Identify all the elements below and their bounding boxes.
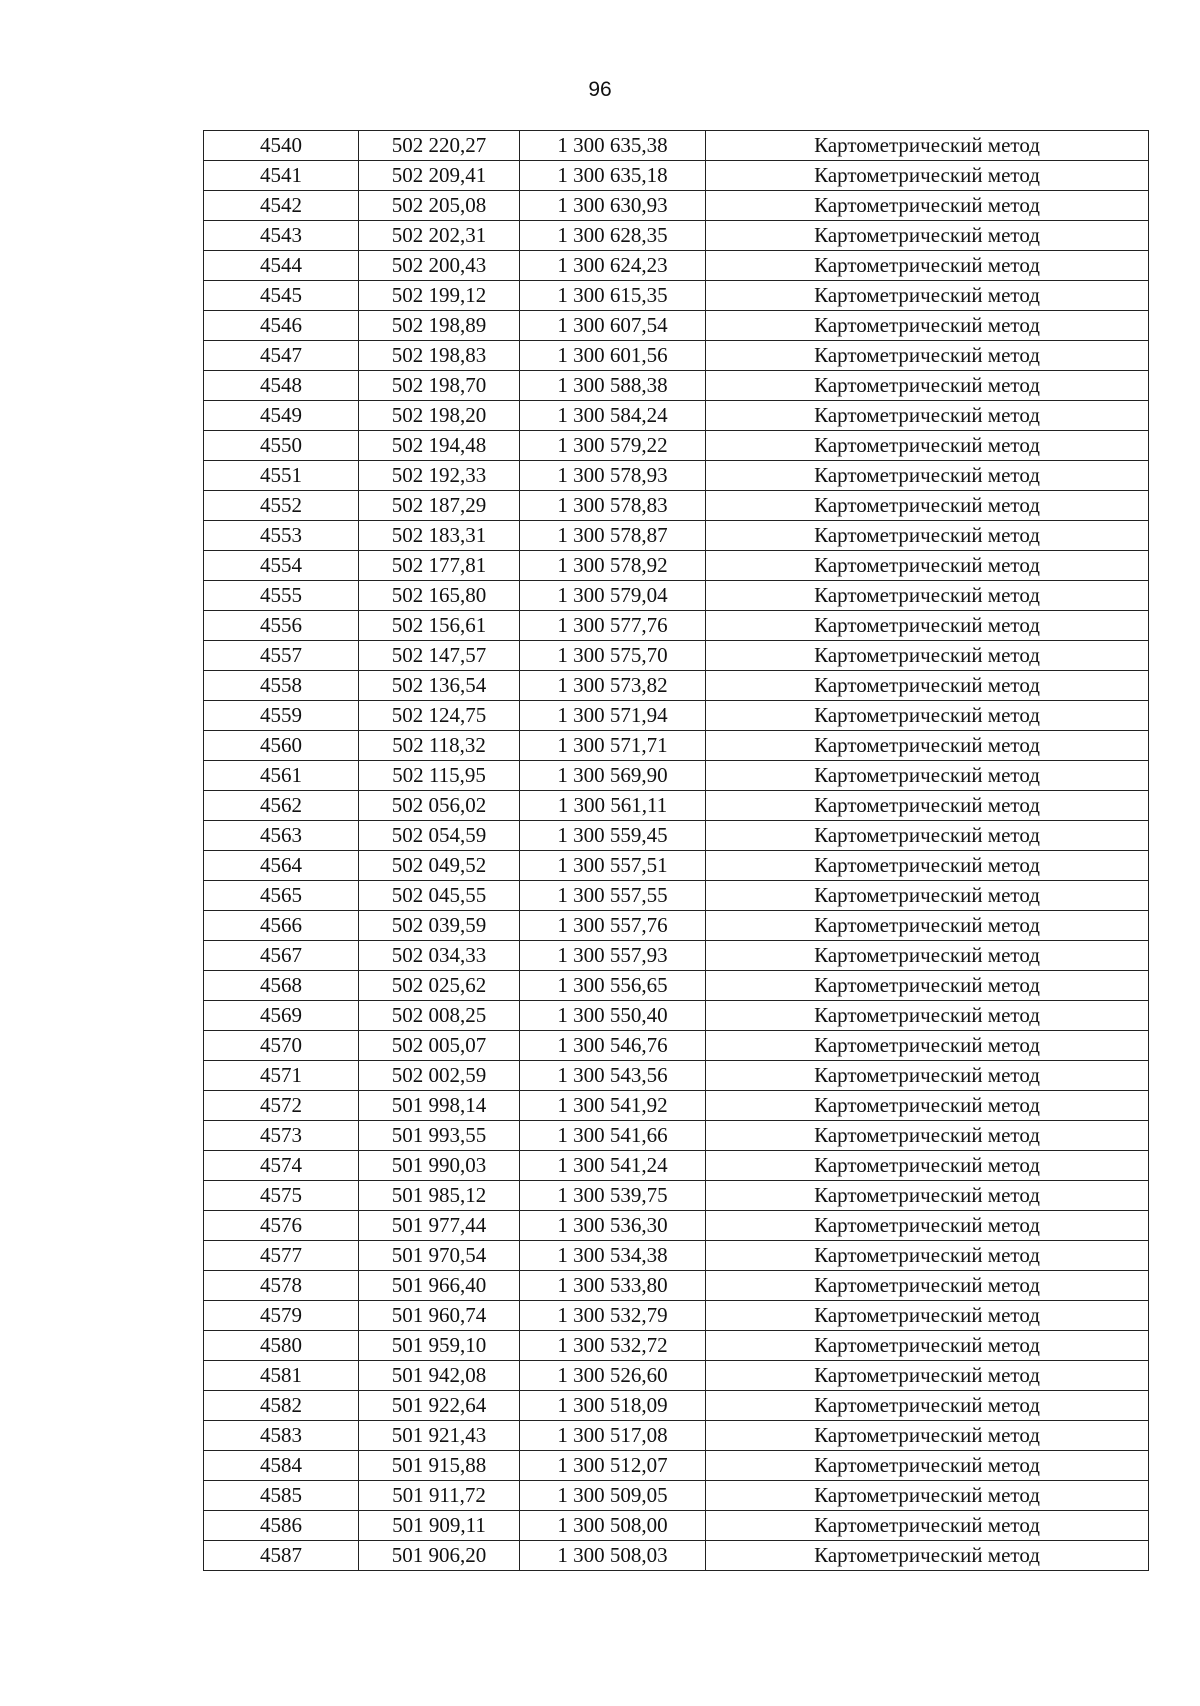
x-coordinate-cell: 501 959,10 <box>359 1331 520 1361</box>
x-coordinate-cell: 502 008,25 <box>359 1001 520 1031</box>
y-coordinate-cell: 1 300 532,72 <box>520 1331 706 1361</box>
point-number-cell: 4545 <box>204 281 359 311</box>
table-row <box>204 971 1149 1001</box>
x-coordinate-cell: 502 194,48 <box>359 431 520 461</box>
method-cell: Картометрический метод <box>706 941 1149 971</box>
point-number-cell: 4558 <box>204 671 359 701</box>
y-coordinate-cell: 1 300 624,23 <box>520 251 706 281</box>
y-coordinate-cell: 1 300 541,66 <box>520 1121 706 1151</box>
point-number-cell: 4541 <box>204 161 359 191</box>
point-number-cell: 4584 <box>204 1451 359 1481</box>
x-coordinate-cell: 501 915,88 <box>359 1451 520 1481</box>
method-cell: Картометрический метод <box>706 521 1149 551</box>
x-coordinate-cell: 502 115,95 <box>359 761 520 791</box>
table-row <box>204 911 1149 941</box>
method-cell: Картометрический метод <box>706 581 1149 611</box>
x-coordinate-cell: 502 165,80 <box>359 581 520 611</box>
point-number-cell: 4553 <box>204 521 359 551</box>
table-body <box>204 131 1149 1571</box>
table-row <box>204 1181 1149 1211</box>
y-coordinate-cell: 1 300 601,56 <box>520 341 706 371</box>
y-coordinate-cell: 1 300 569,90 <box>520 761 706 791</box>
x-coordinate-cell: 501 960,74 <box>359 1301 520 1331</box>
method-cell: Картометрический метод <box>706 611 1149 641</box>
x-coordinate-cell: 502 002,59 <box>359 1061 520 1091</box>
x-coordinate-cell: 502 177,81 <box>359 551 520 581</box>
y-coordinate-cell: 1 300 578,92 <box>520 551 706 581</box>
method-cell: Картометрический метод <box>706 1061 1149 1091</box>
method-cell: Картометрический метод <box>706 431 1149 461</box>
table-row <box>204 161 1149 191</box>
x-coordinate-cell: 502 156,61 <box>359 611 520 641</box>
table-row <box>204 671 1149 701</box>
method-cell: Картометрический метод <box>706 281 1149 311</box>
point-number-cell: 4579 <box>204 1301 359 1331</box>
x-coordinate-cell: 501 909,11 <box>359 1511 520 1541</box>
y-coordinate-cell: 1 300 630,93 <box>520 191 706 221</box>
method-cell: Картометрический метод <box>706 551 1149 581</box>
table-row <box>204 221 1149 251</box>
x-coordinate-cell: 501 970,54 <box>359 1241 520 1271</box>
y-coordinate-cell: 1 300 533,80 <box>520 1271 706 1301</box>
method-cell: Картометрический метод <box>706 311 1149 341</box>
method-cell: Картометрический метод <box>706 1301 1149 1331</box>
point-number-cell: 4570 <box>204 1031 359 1061</box>
x-coordinate-cell: 502 198,89 <box>359 311 520 341</box>
y-coordinate-cell: 1 300 509,05 <box>520 1481 706 1511</box>
method-cell: Картометрический метод <box>706 911 1149 941</box>
y-coordinate-cell: 1 300 584,24 <box>520 401 706 431</box>
x-coordinate-cell: 501 966,40 <box>359 1271 520 1301</box>
y-coordinate-cell: 1 300 575,70 <box>520 641 706 671</box>
method-cell: Картометрический метод <box>706 1481 1149 1511</box>
x-coordinate-cell: 502 118,32 <box>359 731 520 761</box>
point-number-cell: 4565 <box>204 881 359 911</box>
method-cell: Картометрический метод <box>706 1091 1149 1121</box>
point-number-cell: 4581 <box>204 1361 359 1391</box>
table-row <box>204 1541 1149 1571</box>
point-number-cell: 4576 <box>204 1211 359 1241</box>
table-row <box>204 1301 1149 1331</box>
method-cell: Картометрический метод <box>706 1391 1149 1421</box>
x-coordinate-cell: 502 202,31 <box>359 221 520 251</box>
y-coordinate-cell: 1 300 557,76 <box>520 911 706 941</box>
point-number-cell: 4574 <box>204 1151 359 1181</box>
table-row <box>204 191 1149 221</box>
y-coordinate-cell: 1 300 559,45 <box>520 821 706 851</box>
method-cell: Картометрический метод <box>706 1211 1149 1241</box>
y-coordinate-cell: 1 300 518,09 <box>520 1391 706 1421</box>
y-coordinate-cell: 1 300 628,35 <box>520 221 706 251</box>
table-row <box>204 1151 1149 1181</box>
y-coordinate-cell: 1 300 579,22 <box>520 431 706 461</box>
table-row <box>204 821 1149 851</box>
x-coordinate-cell: 502 198,70 <box>359 371 520 401</box>
x-coordinate-cell: 502 198,83 <box>359 341 520 371</box>
y-coordinate-cell: 1 300 607,54 <box>520 311 706 341</box>
method-cell: Картометрический метод <box>706 881 1149 911</box>
y-coordinate-cell: 1 300 635,18 <box>520 161 706 191</box>
y-coordinate-cell: 1 300 539,75 <box>520 1181 706 1211</box>
point-number-cell: 4569 <box>204 1001 359 1031</box>
table-row <box>204 1241 1149 1271</box>
table-row <box>204 551 1149 581</box>
y-coordinate-cell: 1 300 536,30 <box>520 1211 706 1241</box>
y-coordinate-cell: 1 300 508,00 <box>520 1511 706 1541</box>
method-cell: Картометрический метод <box>706 1421 1149 1451</box>
method-cell: Картометрический метод <box>706 191 1149 221</box>
method-cell: Картометрический метод <box>706 221 1149 251</box>
table-row <box>204 1121 1149 1151</box>
x-coordinate-cell: 502 187,29 <box>359 491 520 521</box>
table-row <box>204 581 1149 611</box>
x-coordinate-cell: 502 005,07 <box>359 1031 520 1061</box>
y-coordinate-cell: 1 300 557,51 <box>520 851 706 881</box>
method-cell: Картометрический метод <box>706 1241 1149 1271</box>
point-number-cell: 4550 <box>204 431 359 461</box>
point-number-cell: 4546 <box>204 311 359 341</box>
table-row <box>204 461 1149 491</box>
table-row <box>204 1361 1149 1391</box>
coordinates-table <box>203 130 1149 1571</box>
y-coordinate-cell: 1 300 557,55 <box>520 881 706 911</box>
page-number: 96 <box>588 78 612 101</box>
point-number-cell: 4575 <box>204 1181 359 1211</box>
table-row <box>204 1211 1149 1241</box>
y-coordinate-cell: 1 300 579,04 <box>520 581 706 611</box>
table-row <box>204 1091 1149 1121</box>
table-row <box>204 491 1149 521</box>
y-coordinate-cell: 1 300 546,76 <box>520 1031 706 1061</box>
x-coordinate-cell: 502 192,33 <box>359 461 520 491</box>
y-coordinate-cell: 1 300 550,40 <box>520 1001 706 1031</box>
y-coordinate-cell: 1 300 532,79 <box>520 1301 706 1331</box>
table-row <box>204 881 1149 911</box>
x-coordinate-cell: 501 911,72 <box>359 1481 520 1511</box>
method-cell: Картометрический метод <box>706 1001 1149 1031</box>
table-row <box>204 701 1149 731</box>
point-number-cell: 4559 <box>204 701 359 731</box>
y-coordinate-cell: 1 300 541,92 <box>520 1091 706 1121</box>
method-cell: Картометрический метод <box>706 131 1149 161</box>
y-coordinate-cell: 1 300 556,65 <box>520 971 706 1001</box>
point-number-cell: 4552 <box>204 491 359 521</box>
x-coordinate-cell: 501 906,20 <box>359 1541 520 1571</box>
x-coordinate-cell: 502 136,54 <box>359 671 520 701</box>
method-cell: Картометрический метод <box>706 851 1149 881</box>
point-number-cell: 4561 <box>204 761 359 791</box>
x-coordinate-cell: 501 998,14 <box>359 1091 520 1121</box>
x-coordinate-cell: 501 922,64 <box>359 1391 520 1421</box>
method-cell: Картометрический метод <box>706 1541 1149 1571</box>
table-row <box>204 791 1149 821</box>
y-coordinate-cell: 1 300 588,38 <box>520 371 706 401</box>
point-number-cell: 4540 <box>204 131 359 161</box>
point-number-cell: 4566 <box>204 911 359 941</box>
x-coordinate-cell: 502 220,27 <box>359 131 520 161</box>
point-number-cell: 4557 <box>204 641 359 671</box>
table-row <box>204 371 1149 401</box>
method-cell: Картометрический метод <box>706 1511 1149 1541</box>
method-cell: Картометрический метод <box>706 491 1149 521</box>
point-number-cell: 4563 <box>204 821 359 851</box>
method-cell: Картометрический метод <box>706 1271 1149 1301</box>
point-number-cell: 4555 <box>204 581 359 611</box>
x-coordinate-cell: 502 034,33 <box>359 941 520 971</box>
x-coordinate-cell: 501 977,44 <box>359 1211 520 1241</box>
method-cell: Картометрический метод <box>706 251 1149 281</box>
table-row <box>204 851 1149 881</box>
method-cell: Картометрический метод <box>706 1331 1149 1361</box>
x-coordinate-cell: 502 039,59 <box>359 911 520 941</box>
point-number-cell: 4564 <box>204 851 359 881</box>
y-coordinate-cell: 1 300 526,60 <box>520 1361 706 1391</box>
table-row <box>204 1331 1149 1361</box>
y-coordinate-cell: 1 300 578,87 <box>520 521 706 551</box>
x-coordinate-cell: 502 049,52 <box>359 851 520 881</box>
table-row <box>204 941 1149 971</box>
table-row <box>204 1481 1149 1511</box>
method-cell: Картометрический метод <box>706 1361 1149 1391</box>
x-coordinate-cell: 502 124,75 <box>359 701 520 731</box>
x-coordinate-cell: 501 990,03 <box>359 1151 520 1181</box>
table-row <box>204 401 1149 431</box>
y-coordinate-cell: 1 300 557,93 <box>520 941 706 971</box>
table-row <box>204 431 1149 461</box>
y-coordinate-cell: 1 300 571,71 <box>520 731 706 761</box>
point-number-cell: 4583 <box>204 1421 359 1451</box>
x-coordinate-cell: 502 200,43 <box>359 251 520 281</box>
method-cell: Картометрический метод <box>706 161 1149 191</box>
table-row <box>204 611 1149 641</box>
x-coordinate-cell: 501 985,12 <box>359 1181 520 1211</box>
point-number-cell: 4547 <box>204 341 359 371</box>
method-cell: Картометрический метод <box>706 791 1149 821</box>
table-row <box>204 1511 1149 1541</box>
x-coordinate-cell: 501 942,08 <box>359 1361 520 1391</box>
table-row <box>204 251 1149 281</box>
point-number-cell: 4562 <box>204 791 359 821</box>
method-cell: Картометрический метод <box>706 761 1149 791</box>
point-number-cell: 4549 <box>204 401 359 431</box>
y-coordinate-cell: 1 300 561,11 <box>520 791 706 821</box>
method-cell: Картометрический метод <box>706 1181 1149 1211</box>
table-row <box>204 281 1149 311</box>
point-number-cell: 4572 <box>204 1091 359 1121</box>
point-number-cell: 4573 <box>204 1121 359 1151</box>
method-cell: Картометрический метод <box>706 971 1149 1001</box>
table-row <box>204 341 1149 371</box>
point-number-cell: 4568 <box>204 971 359 1001</box>
table-row <box>204 641 1149 671</box>
point-number-cell: 4571 <box>204 1061 359 1091</box>
table-row <box>204 1421 1149 1451</box>
point-number-cell: 4587 <box>204 1541 359 1571</box>
table-row <box>204 1391 1149 1421</box>
x-coordinate-cell: 501 993,55 <box>359 1121 520 1151</box>
point-number-cell: 4542 <box>204 191 359 221</box>
x-coordinate-cell: 502 183,31 <box>359 521 520 551</box>
method-cell: Картометрический метод <box>706 701 1149 731</box>
table-row <box>204 311 1149 341</box>
point-number-cell: 4578 <box>204 1271 359 1301</box>
table-row <box>204 731 1149 761</box>
x-coordinate-cell: 502 198,20 <box>359 401 520 431</box>
y-coordinate-cell: 1 300 571,94 <box>520 701 706 731</box>
method-cell: Картометрический метод <box>706 731 1149 761</box>
method-cell: Картометрический метод <box>706 1151 1149 1181</box>
table-row <box>204 1061 1149 1091</box>
y-coordinate-cell: 1 300 541,24 <box>520 1151 706 1181</box>
point-number-cell: 4556 <box>204 611 359 641</box>
point-number-cell: 4554 <box>204 551 359 581</box>
x-coordinate-cell: 502 205,08 <box>359 191 520 221</box>
y-coordinate-cell: 1 300 635,38 <box>520 131 706 161</box>
method-cell: Картометрический метод <box>706 341 1149 371</box>
point-number-cell: 4582 <box>204 1391 359 1421</box>
y-coordinate-cell: 1 300 517,08 <box>520 1421 706 1451</box>
y-coordinate-cell: 1 300 573,82 <box>520 671 706 701</box>
point-number-cell: 4580 <box>204 1331 359 1361</box>
x-coordinate-cell: 502 056,02 <box>359 791 520 821</box>
method-cell: Картометрический метод <box>706 1451 1149 1481</box>
method-cell: Картометрический метод <box>706 821 1149 851</box>
point-number-cell: 4551 <box>204 461 359 491</box>
y-coordinate-cell: 1 300 534,38 <box>520 1241 706 1271</box>
y-coordinate-cell: 1 300 577,76 <box>520 611 706 641</box>
table-row <box>204 1001 1149 1031</box>
y-coordinate-cell: 1 300 578,93 <box>520 461 706 491</box>
x-coordinate-cell: 502 045,55 <box>359 881 520 911</box>
point-number-cell: 4585 <box>204 1481 359 1511</box>
x-coordinate-cell: 502 054,59 <box>359 821 520 851</box>
table-row <box>204 761 1149 791</box>
y-coordinate-cell: 1 300 508,03 <box>520 1541 706 1571</box>
x-coordinate-cell: 502 209,41 <box>359 161 520 191</box>
point-number-cell: 4543 <box>204 221 359 251</box>
x-coordinate-cell: 502 199,12 <box>359 281 520 311</box>
y-coordinate-cell: 1 300 543,56 <box>520 1061 706 1091</box>
x-coordinate-cell: 502 025,62 <box>359 971 520 1001</box>
y-coordinate-cell: 1 300 615,35 <box>520 281 706 311</box>
point-number-cell: 4586 <box>204 1511 359 1541</box>
point-number-cell: 4544 <box>204 251 359 281</box>
method-cell: Картометрический метод <box>706 671 1149 701</box>
method-cell: Картометрический метод <box>706 1031 1149 1061</box>
point-number-cell: 4548 <box>204 371 359 401</box>
table-row <box>204 1031 1149 1061</box>
table-row <box>204 521 1149 551</box>
table-row <box>204 1271 1149 1301</box>
table-row <box>204 1451 1149 1481</box>
point-number-cell: 4560 <box>204 731 359 761</box>
point-number-cell: 4567 <box>204 941 359 971</box>
point-number-cell: 4577 <box>204 1241 359 1271</box>
x-coordinate-cell: 502 147,57 <box>359 641 520 671</box>
method-cell: Картометрический метод <box>706 461 1149 491</box>
method-cell: Картометрический метод <box>706 371 1149 401</box>
y-coordinate-cell: 1 300 578,83 <box>520 491 706 521</box>
x-coordinate-cell: 501 921,43 <box>359 1421 520 1451</box>
method-cell: Картометрический метод <box>706 401 1149 431</box>
method-cell: Картометрический метод <box>706 641 1149 671</box>
y-coordinate-cell: 1 300 512,07 <box>520 1451 706 1481</box>
method-cell: Картометрический метод <box>706 1121 1149 1151</box>
table-row <box>204 131 1149 161</box>
